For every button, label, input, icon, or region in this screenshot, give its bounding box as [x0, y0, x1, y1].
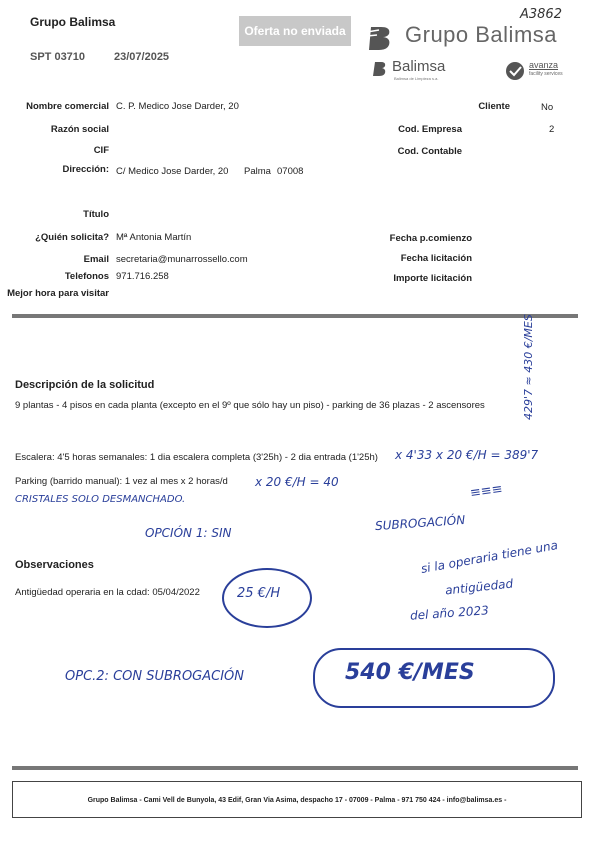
solicitud-escalera: Escalera: 4'5 horas semanales: 1 dia escalera completa (3'25h) - 2 dia entrada (1'25h)	[15, 452, 378, 463]
value-nombre-comercial: C. P. Medico Jose Darder, 20	[116, 101, 239, 112]
handwritten-opcion2: OPC.2: CON SUBROGACIÓN	[65, 669, 245, 684]
handwritten-subrogacion: SUBROGACIÓN	[374, 512, 466, 534]
label-email: Email	[83, 254, 109, 265]
avanza-logo	[505, 61, 525, 86]
label-razon-social: Razón social	[50, 124, 109, 135]
label-nombre-comercial: Nombre comercial	[26, 101, 109, 112]
footer-text: Grupo Balimsa - Cami Vell de Bunyola, 43 Edif, Gran Via Asima, despacho 17 - 07009 - Palma - 971 750 424 - info@balimsa.es -	[87, 797, 507, 804]
value-ciudad: Palma	[244, 166, 271, 177]
footer-box	[12, 781, 582, 818]
observaciones-heading: Observaciones	[15, 559, 94, 571]
label-quien-solicita: ¿Quién solicita?	[35, 232, 109, 243]
label-titulo: Título	[83, 209, 109, 220]
handwritten-note-line1: si la operaria tiene una	[419, 538, 559, 576]
solicitud-heading: Descripción de la solicitud	[15, 379, 155, 391]
label-cod-empresa: Cod. Empresa	[398, 124, 462, 135]
label-cif: CIF	[93, 145, 109, 156]
handwritten-cristales: CRISTALES SOLO DESMANCHADO.	[15, 494, 186, 505]
handwritten-parking-calc: x 20 €/H = 40	[255, 475, 339, 489]
solicitud-parking: Parking (barrido manual): 1 vez al mes x 2 horas/d	[15, 476, 228, 487]
balimsa-b-icon	[367, 22, 401, 52]
avanza-logo-subtext: facility services	[529, 71, 563, 77]
handwritten-price: 540 €/MES	[345, 660, 475, 685]
value-email: secretaria@munarrossello.com	[116, 254, 248, 265]
document-date: 23/07/2025	[114, 51, 170, 63]
balimsa-logo-small	[372, 60, 392, 82]
observaciones-antiguedad: Antigüedad operaria en la cdad: 05/04/2022	[15, 587, 200, 598]
balimsa-small-b-icon	[372, 60, 392, 77]
value-telefonos: 971.716.258	[116, 271, 169, 282]
value-codigo-postal: 07008	[277, 166, 304, 177]
status-badge: Oferta no enviada	[239, 16, 351, 46]
checkmark-circle-icon	[505, 61, 525, 81]
solicitud-line1: 9 plantas - 4 pisos en cada planta (excepto en el 9º que sólo hay un piso) - parking de 36 plazas - 2 ascensores	[15, 400, 485, 411]
logo-text-main: Grupo Balimsa	[405, 22, 558, 47]
value-cliente: No	[541, 102, 554, 113]
label-cod-contable: Cod. Contable	[397, 146, 462, 157]
handwritten-note-line2: antigüedad	[444, 576, 514, 598]
handwritten-escalera-calc: x 4'33 x 20 €/H = 389'7	[395, 448, 539, 462]
label-fecha-licitacion: Fecha licitación	[400, 253, 472, 264]
section-divider-bottom	[12, 766, 578, 770]
label-telefonos: Telefonos	[64, 271, 109, 282]
label-direccion: Dirección:	[62, 164, 109, 175]
label-importe-licitacion: Importe licitación	[393, 273, 472, 284]
document-code: SPT 03710	[30, 51, 86, 63]
handwritten-note-line3: del año 2023	[409, 603, 490, 623]
logo-text-sub-small: Balimsa de Limpieza s.a.	[394, 76, 439, 81]
logo-text-sub: Balimsa	[392, 58, 446, 75]
label-mejor-hora: Mejor hora para visitar	[7, 288, 109, 299]
section-divider-top	[12, 314, 578, 318]
value-cod-empresa: 2	[549, 124, 555, 135]
handwritten-opcion1: OPCIÓN 1: SIN	[145, 526, 232, 540]
value-quien-solicita: Mª Antonia Martín	[116, 232, 192, 243]
handwritten-margin-note: 429'7 ≈ 430 €/MES	[522, 314, 535, 420]
avanza-logo-text: avanza	[529, 60, 559, 70]
grupo-balimsa-logo	[367, 22, 401, 57]
handwritten-scribble: ≡≡≡	[469, 481, 504, 502]
label-fecha-comienzo: Fecha p.comienzo	[389, 233, 472, 244]
value-direccion: C/ Medico Jose Darder, 20	[116, 166, 229, 177]
handwritten-circle-rate: 25 €/H	[237, 586, 281, 601]
handwritten-reference: A3862	[520, 7, 562, 22]
label-cliente: Cliente	[478, 101, 510, 112]
company-name: Grupo Balimsa	[30, 15, 116, 29]
